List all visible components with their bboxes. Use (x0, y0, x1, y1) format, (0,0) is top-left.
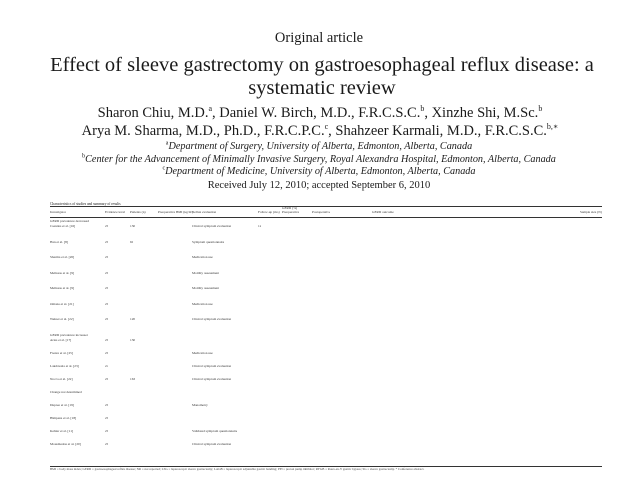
table-cell: 60 (130, 240, 134, 244)
table-group-header: GERD (%) (282, 207, 298, 210)
table-cell: 2b (105, 240, 109, 244)
table-cell: 2b (105, 429, 109, 433)
table-cell: Sharma et al. [20] (50, 256, 75, 259)
author-list (14, 104, 626, 140)
affiliation-line (0, 166, 638, 179)
table-cell: 2c (105, 364, 109, 368)
table-cell: 120 (130, 318, 136, 321)
affiliation-line (0, 154, 638, 167)
table-cell: Nocca et al. [22] (50, 377, 73, 381)
table-caption: Characteristics of studies and summary of results (50, 202, 121, 206)
results-table (50, 206, 602, 468)
table-cell: Medication use (192, 302, 213, 306)
table-cell: 2b (105, 318, 109, 321)
received-dates: Received July 12, 2010; accepted September 6, 2010 (207, 180, 431, 191)
affiliation-text: Center for the Advancement of Minimally Invasive Surgery, Royal Alexandra Hospital, Edmonton, Alberta, Canada (85, 153, 556, 165)
table-cell: Motility assessment (192, 271, 220, 275)
affiliation-marker: c (162, 165, 166, 172)
affiliation-marker: b (82, 153, 86, 160)
table-section-label: GERD prevalence decreased (50, 220, 89, 223)
table-cell: Melissas et al. [9] (50, 287, 75, 290)
table-cell: Csendes et al. [16] (50, 225, 76, 228)
table-cell: Omana et al. [21] (50, 302, 74, 306)
table-cell: 12 (258, 225, 262, 228)
table-cell: Change not determined (50, 390, 82, 394)
table-rule (50, 217, 602, 218)
table-cell: Validated symptom questionnaire (192, 429, 238, 433)
author-name: Sharon Chiu, M.D. (97, 105, 209, 121)
article-kicker: Original article (274, 30, 364, 46)
table-cell: Frezza et al. [25] (50, 351, 73, 355)
table-cell: 130 (130, 338, 136, 342)
author-name: Daniel W. Birch, M.D., F.R.C.S.C. (219, 105, 421, 121)
table-header-cell: Investigator (50, 211, 67, 214)
author-name: Shahzeer Karmali, M.D., F.R.C.S.C. (335, 123, 547, 139)
table-cell: 2b (105, 287, 109, 290)
table-header-cell: Sample size (N) (580, 211, 602, 214)
author-affiliation-marker: a (208, 104, 213, 114)
table-cell: 2b (105, 403, 109, 407)
table-cell: 130 (130, 225, 136, 228)
author-affiliation-marker: b,∗ (546, 122, 559, 132)
affiliation-text: Department of Surgery, University of Alberta, Edmonton, Alberta, Canada (168, 141, 473, 152)
table-footnote: BMI = body mass index; GERD = gastroesophageal reflux disease; NR = not reported; LSG = laparoscopic sleeve gastrectomy; LAGB = laparoscopic adjustable gastric banding; PPI = proton pump inhibitor; RYGB = Roux-en-Y gastric bypass; SG = sleeve gastrectomy. * Conference abstract. (50, 467, 425, 471)
table-cell: Clinical symptom evaluation (192, 364, 232, 368)
table-cell: Clinical symptom evaluation (192, 442, 232, 446)
table-header-cell: GERD outcome (372, 211, 394, 214)
table-cell: Clinical symptom evaluation (192, 318, 232, 321)
table-cell: Dupree et al. [19] (50, 403, 74, 407)
table-cell: Clinical symptom evaluation (192, 225, 232, 228)
table-cell: Medication use (192, 351, 213, 355)
author-line-1: Sharon Chiu, M.D.$^a$, Daniel W. Birch, M.D., F.R.C.S.C.$^b$, Xinzhe Shi, M.Sc.$^b$ (97, 104, 543, 121)
table-cell: Kehler et al. [11] (50, 429, 74, 433)
table-cell: 2b (105, 256, 109, 259)
table-cell: Manometry (192, 403, 208, 407)
table-cell: 2b (105, 271, 109, 275)
table-cell: Medication use (192, 256, 213, 259)
table-cell: 2b (105, 338, 109, 342)
affiliation-marker: a (165, 140, 169, 147)
affiliation-list (0, 141, 638, 179)
table-cell: Symptom questionnaire (192, 240, 225, 244)
table-cell: Motility assessment (192, 287, 220, 290)
affiliation-text: Department of Medicine, University of Alberta, Edmonton, Alberta, Canada (165, 166, 476, 177)
table-rule (50, 206, 602, 207)
table-cell: 163 (130, 377, 136, 381)
author-affiliation-marker: c (324, 122, 329, 132)
table-cell: 2b (105, 377, 109, 381)
table-header-cell: Patients (n) (130, 211, 146, 214)
article-title: Effect of sleeve gastrectomy on gastroesophageal reflux disease: a systematic review (50, 54, 594, 99)
table-header-cell: Reflux evaluation (192, 211, 217, 214)
author-name: Xinzhe Shi, M.Sc. (431, 105, 539, 121)
table-header-cell: Preoperative BMI (kg/m²) (158, 211, 194, 214)
author-name: Arya M. Sharma, M.D., Ph.D., F.R.C.P.C. (81, 123, 325, 139)
table-cell: Weiner et al. [22] (50, 318, 74, 321)
table-cell: Han et al. [8] (50, 240, 68, 244)
author-affiliation-marker: b (538, 104, 543, 114)
table-cell: Lakdawala et al. [23] (50, 364, 79, 368)
affiliation-line (0, 141, 638, 154)
table-cell: 2b (105, 442, 109, 446)
table-header-cell: Preoperative (282, 211, 300, 214)
table-cell: Arias et al. [17] (50, 338, 72, 342)
table-cell: 2b (105, 302, 109, 306)
table-header-cell: Postoperative (312, 211, 331, 214)
table-cell: 2b (105, 225, 109, 228)
table-cell: Melissas et al. [9] (50, 271, 75, 275)
table-cell: 2b (105, 416, 109, 420)
table-header-cell: Evidence level (105, 211, 126, 214)
author-affiliation-marker: b (420, 104, 425, 114)
table-header-cell: Follow-up (mo) (258, 211, 280, 214)
table-cell: 2b (105, 351, 109, 355)
author-line-2: Arya M. Sharma, M.D., Ph.D., F.R.C.P.C.$^c$, Shahzeer Karmali, M.D., F.R.C.S.C.$^{b,∗}$ (81, 122, 559, 139)
table-cell: Mousmadou et al. [20] (50, 442, 81, 446)
table-cell: Himpens et al. [18] (50, 416, 77, 420)
table-cell: Clinical symptom evaluation (192, 377, 232, 381)
table-section-label: GERD prevalence increased (50, 333, 89, 337)
